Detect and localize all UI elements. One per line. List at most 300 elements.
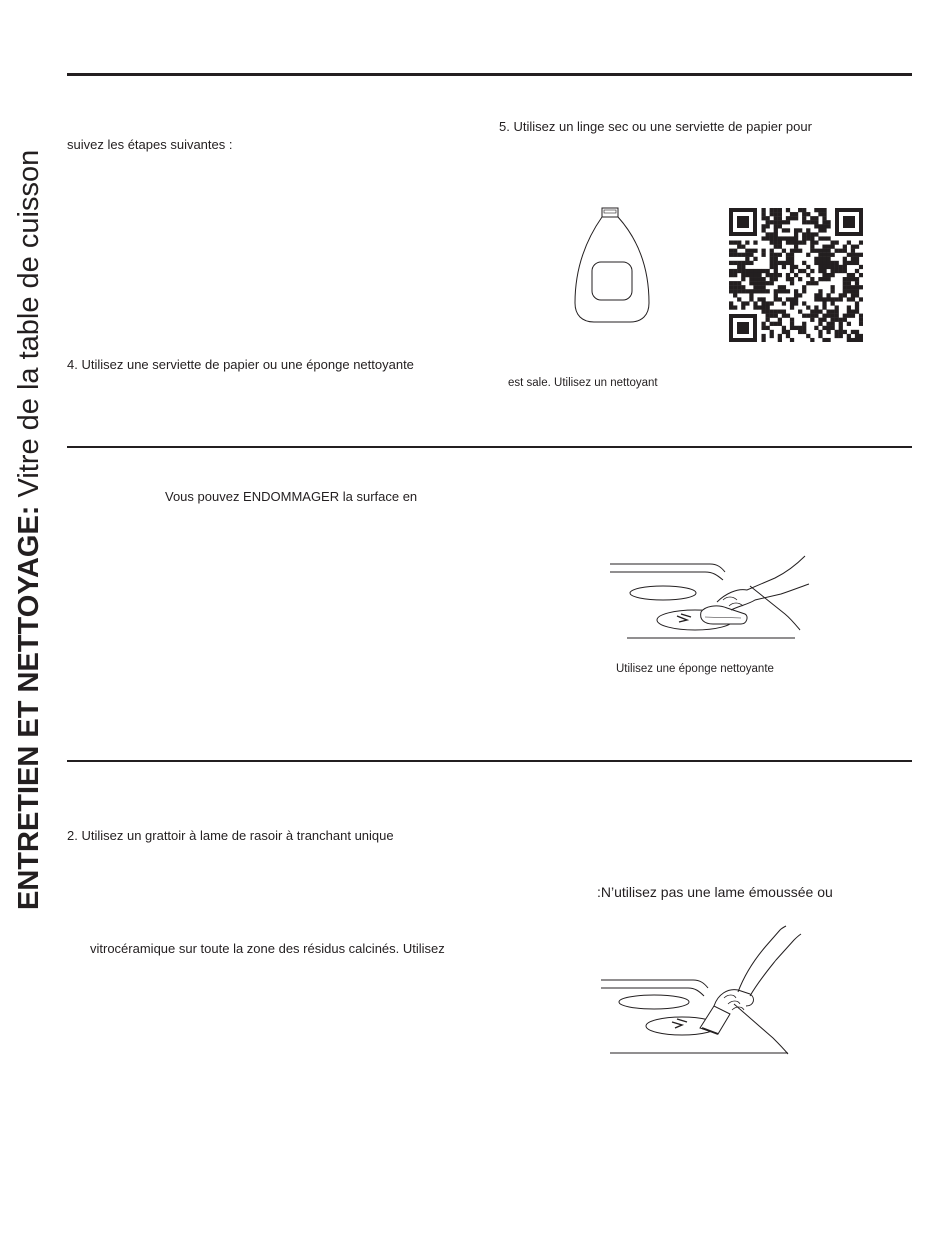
- qr-module: [786, 330, 790, 334]
- qr-module: [818, 293, 822, 297]
- qr-module: [733, 293, 737, 297]
- qr-module: [770, 240, 774, 244]
- qr-module: [806, 305, 810, 309]
- qr-module: [790, 305, 794, 309]
- qr-module: [770, 334, 774, 338]
- qr-module: [847, 277, 851, 281]
- qr-module: [766, 301, 770, 305]
- qr-module: [794, 297, 798, 301]
- qr-module: [831, 289, 835, 293]
- qr-module: [770, 277, 774, 281]
- qr-module: [733, 289, 737, 293]
- qr-module: [790, 338, 794, 342]
- qr-module: [786, 216, 790, 220]
- qr-module: [753, 240, 757, 244]
- qr-module: [835, 265, 839, 269]
- qr-module: [766, 216, 770, 220]
- qr-module: [733, 253, 737, 257]
- qr-module: [745, 301, 749, 305]
- qr-module: [774, 224, 778, 228]
- qr-module: [822, 245, 826, 249]
- qr-module: [843, 245, 847, 249]
- qr-module: [733, 240, 737, 244]
- qr-module: [810, 269, 814, 273]
- qr-module: [790, 322, 794, 326]
- qr-module: [774, 253, 778, 257]
- qr-module: [818, 228, 822, 232]
- qr-module: [839, 334, 843, 338]
- qr-module: [749, 261, 753, 265]
- step5-text: 5. Utilisez un linge sec ou une serviette de papier pour: [499, 119, 812, 134]
- qr-module: [802, 236, 806, 240]
- qr-module: [810, 281, 814, 285]
- qr-module: [814, 310, 818, 314]
- qr-module: [843, 293, 847, 297]
- qr-module: [814, 297, 818, 301]
- qr-module: [859, 297, 863, 301]
- qr-module: [761, 334, 765, 338]
- qr-module: [778, 212, 782, 216]
- qr-module: [790, 249, 794, 253]
- qr-module: [741, 301, 745, 305]
- qr-module: [831, 245, 835, 249]
- qr-module: [770, 236, 774, 240]
- qr-module: [749, 297, 753, 301]
- qr-module: [737, 297, 741, 301]
- qr-module: [753, 281, 757, 285]
- qr-module: [814, 224, 818, 228]
- qr-module: [782, 326, 786, 330]
- qr-module: [818, 253, 822, 257]
- qr-module: [774, 273, 778, 277]
- qr-module: [802, 322, 806, 326]
- qr-module: [847, 338, 851, 342]
- qr-module: [814, 257, 818, 261]
- qr-module: [835, 318, 839, 322]
- qr-module: [818, 212, 822, 216]
- qr-module: [843, 281, 847, 285]
- qr-module: [851, 297, 855, 301]
- qr-module: [761, 305, 765, 309]
- qr-module: [847, 334, 851, 338]
- qr-module: [818, 249, 822, 253]
- qr-module: [826, 265, 830, 269]
- qr-module: [774, 236, 778, 240]
- qr-module: [822, 253, 826, 257]
- qr-module: [770, 322, 774, 326]
- qr-module: [822, 301, 826, 305]
- qr-module: [798, 326, 802, 330]
- qr-module: [859, 338, 863, 342]
- qr-module: [822, 318, 826, 322]
- qr-module: [774, 310, 778, 314]
- qr-module: [822, 212, 826, 216]
- qr-module: [818, 265, 822, 269]
- qr-module: [745, 257, 749, 261]
- qr-module: [761, 338, 765, 342]
- qr-module: [782, 261, 786, 265]
- qr-module: [847, 289, 851, 293]
- qr-module: [761, 289, 765, 293]
- qr-module: [822, 273, 826, 277]
- qr-module: [818, 297, 822, 301]
- sponge-cleaning-illustration: [605, 554, 810, 644]
- qr-module: [745, 289, 749, 293]
- qr-module: [794, 265, 798, 269]
- qr-module: [790, 326, 794, 330]
- qr-module: [774, 289, 778, 293]
- qr-module: [782, 220, 786, 224]
- qr-module: [778, 338, 782, 342]
- qr-module: [729, 249, 733, 253]
- qr-module: [826, 322, 830, 326]
- qr-module: [794, 240, 798, 244]
- qr-module: [753, 277, 757, 281]
- qr-module: [843, 277, 847, 281]
- qr-module: [806, 281, 810, 285]
- qr-module: [822, 208, 826, 212]
- qr-module: [810, 249, 814, 253]
- qr-module: [859, 285, 863, 289]
- qr-module: [802, 326, 806, 330]
- qr-module: [794, 293, 798, 297]
- qr-module: [847, 322, 851, 326]
- qr-module: [847, 310, 851, 314]
- qr-module: [745, 240, 749, 244]
- qr-module: [770, 281, 774, 285]
- qr-module: [729, 289, 733, 293]
- qr-module: [818, 277, 822, 281]
- qr-module: [749, 293, 753, 297]
- qr-module: [761, 310, 765, 314]
- qr-module: [774, 216, 778, 220]
- qr-module: [843, 249, 847, 253]
- qr-module: [774, 232, 778, 236]
- qr-module: [855, 257, 859, 261]
- qr-note-text: est sale. Utilisez un nettoyant: [508, 377, 658, 389]
- qr-module: [851, 253, 855, 257]
- qr-module: [778, 297, 782, 301]
- qr-module: [826, 310, 830, 314]
- qr-module: [753, 257, 757, 261]
- qr-module: [729, 281, 733, 285]
- qr-module: [855, 269, 859, 273]
- qr-module: [831, 253, 835, 257]
- qr-module: [794, 212, 798, 216]
- qr-module: [761, 236, 765, 240]
- qr-module: [766, 236, 770, 240]
- qr-module: [790, 261, 794, 265]
- qr-module: [753, 273, 757, 277]
- qr-module: [766, 269, 770, 273]
- qr-module: [766, 273, 770, 277]
- qr-module: [774, 269, 778, 273]
- qr-module: [770, 249, 774, 253]
- qr-module: [774, 265, 778, 269]
- qr-module: [851, 277, 855, 281]
- qr-module: [737, 269, 741, 273]
- qr-module: [835, 261, 839, 265]
- qr-module: [786, 289, 790, 293]
- qr-module: [749, 281, 753, 285]
- qr-module: [835, 249, 839, 253]
- qr-module: [770, 212, 774, 216]
- qr-module: [737, 261, 741, 265]
- qr-module: [806, 265, 810, 269]
- qr-module: [729, 273, 733, 277]
- qr-module: [818, 269, 822, 273]
- qr-module: [810, 318, 814, 322]
- qr-module: [745, 269, 749, 273]
- qr-module: [802, 212, 806, 216]
- qr-module: [774, 208, 778, 212]
- qr-module: [749, 277, 753, 281]
- top-rule: [67, 73, 912, 76]
- qr-module: [733, 269, 737, 273]
- qr-module: [757, 277, 761, 281]
- qr-module: [839, 265, 843, 269]
- qr-module: [790, 301, 794, 305]
- qr-module: [826, 277, 830, 281]
- qr-module: [855, 301, 859, 305]
- qr-module: [859, 265, 863, 269]
- qr-module: [810, 220, 814, 224]
- qr-module: [847, 314, 851, 318]
- qr-module: [855, 253, 859, 257]
- qr-module: [766, 326, 770, 330]
- qr-module: [761, 249, 765, 253]
- qr-module: [851, 289, 855, 293]
- qr-module: [822, 220, 826, 224]
- qr-module: [822, 224, 826, 228]
- qr-module: [753, 269, 757, 273]
- qr-module: [839, 330, 843, 334]
- qr-module: [814, 314, 818, 318]
- qr-module: [847, 281, 851, 285]
- qr-module: [745, 253, 749, 257]
- qr-module: [745, 261, 749, 265]
- qr-module: [737, 285, 741, 289]
- qr-module: [790, 318, 794, 322]
- qr-module: [786, 240, 790, 244]
- qr-module: [786, 257, 790, 261]
- qr-module: [826, 253, 830, 257]
- qr-module: [778, 240, 782, 244]
- qr-module: [737, 253, 741, 257]
- qr-module: [786, 273, 790, 277]
- qr-module: [810, 216, 814, 220]
- qr-module: [766, 310, 770, 314]
- qr-module: [761, 224, 765, 228]
- qr-module: [786, 253, 790, 257]
- qr-module: [855, 338, 859, 342]
- qr-module: [806, 232, 810, 236]
- qr-module: [741, 253, 745, 257]
- qr-module: [774, 212, 778, 216]
- qr-module: [843, 330, 847, 334]
- qr-module: [810, 314, 814, 318]
- qr-module: [802, 232, 806, 236]
- qr-module: [770, 232, 774, 236]
- qr-module: [826, 273, 830, 277]
- qr-module: [859, 273, 863, 277]
- qr-module: [839, 318, 843, 322]
- qr-module: [818, 257, 822, 261]
- qr-module: [818, 334, 822, 338]
- qr-module: [822, 228, 826, 232]
- section3-rule: [67, 760, 912, 762]
- qr-module: [818, 236, 822, 240]
- qr-module: [802, 314, 806, 318]
- qr-module: [835, 240, 839, 244]
- qr-module: [814, 216, 818, 220]
- qr-module: [782, 314, 786, 318]
- qr-module: [851, 310, 855, 314]
- qr-module: [839, 293, 843, 297]
- qr-module: [806, 273, 810, 277]
- qr-module: [855, 310, 859, 314]
- qr-module: [822, 277, 826, 281]
- qr-module: [745, 249, 749, 253]
- qr-module: [778, 236, 782, 240]
- qr-module: [814, 293, 818, 297]
- qr-module: [826, 236, 830, 240]
- qr-module: [814, 261, 818, 265]
- qr-module: [851, 245, 855, 249]
- qr-module: [855, 261, 859, 265]
- qr-module: [810, 236, 814, 240]
- qr-module: [749, 249, 753, 253]
- qr-module: [790, 240, 794, 244]
- qr-module: [859, 318, 863, 322]
- qr-module: [851, 293, 855, 297]
- qr-module: [786, 208, 790, 212]
- qr-module: [770, 220, 774, 224]
- qr-module: [761, 326, 765, 330]
- qr-module: [757, 297, 761, 301]
- qr-module: [729, 305, 733, 309]
- qr-module: [839, 249, 843, 253]
- qr-module: [806, 212, 810, 216]
- qr-module: [770, 253, 774, 257]
- qr-module: [798, 249, 802, 253]
- qr-module: [761, 322, 765, 326]
- qr-module: [822, 257, 826, 261]
- qr-module: [851, 273, 855, 277]
- qr-module: [794, 289, 798, 293]
- qr-module: [794, 232, 798, 236]
- qr-module: [766, 281, 770, 285]
- qr-module: [778, 253, 782, 257]
- qr-module: [733, 249, 737, 253]
- qr-module: [774, 261, 778, 265]
- qr-module: [818, 261, 822, 265]
- qr-module: [770, 310, 774, 314]
- qr-module: [798, 330, 802, 334]
- qr-module: [835, 297, 839, 301]
- qr-module: [851, 314, 855, 318]
- qr-module: [761, 228, 765, 232]
- qr-module: [831, 265, 835, 269]
- qr-module: [741, 285, 745, 289]
- qr-module: [778, 310, 782, 314]
- qr-module: [761, 297, 765, 301]
- qr-module: [798, 269, 802, 273]
- qr-module: [826, 249, 830, 253]
- qr-module: [729, 301, 733, 305]
- qr-module: [814, 326, 818, 330]
- qr-module: [831, 269, 835, 273]
- damage-warning-text: Vous pouvez ENDOMMAGER la surface en: [165, 489, 418, 504]
- qr-module: [774, 277, 778, 281]
- qr-module: [753, 285, 757, 289]
- qr-module: [843, 314, 847, 318]
- qr-module: [741, 289, 745, 293]
- qr-module: [822, 269, 826, 273]
- qr-module: [766, 232, 770, 236]
- qr-module: [831, 240, 835, 244]
- qr-module: [794, 273, 798, 277]
- qr-module: [741, 245, 745, 249]
- qr-code: [729, 208, 863, 342]
- qr-module: [753, 305, 757, 309]
- qr-module: [806, 228, 810, 232]
- qr-module: [794, 301, 798, 305]
- qr-module: [810, 310, 814, 314]
- qr-module: [814, 208, 818, 212]
- qr-module: [729, 269, 733, 273]
- qr-module: [749, 273, 753, 277]
- qr-module: [806, 220, 810, 224]
- qr-module: [766, 289, 770, 293]
- qr-module: [757, 273, 761, 277]
- qr-module: [761, 269, 765, 273]
- qr-module: [761, 301, 765, 305]
- qr-module: [855, 293, 859, 297]
- qr-module: [794, 236, 798, 240]
- qr-module: [826, 220, 830, 224]
- qr-module: [855, 305, 859, 309]
- qr-module: [835, 330, 839, 334]
- qr-module: [855, 281, 859, 285]
- qr-module: [859, 253, 863, 257]
- qr-module: [847, 253, 851, 257]
- qr-module: [826, 245, 830, 249]
- qr-module: [847, 240, 851, 244]
- qr-module: [770, 301, 774, 305]
- qr-module: [782, 228, 786, 232]
- qr-module: [749, 289, 753, 293]
- qr-module: [851, 261, 855, 265]
- qr-module: [770, 257, 774, 261]
- qr-module: [790, 297, 794, 301]
- qr-module: [761, 212, 765, 216]
- qr-module: [790, 253, 794, 257]
- qr-module: [794, 228, 798, 232]
- qr-module: [737, 289, 741, 293]
- qr-module: [786, 334, 790, 338]
- qr-module: [790, 257, 794, 261]
- qr-module: [839, 297, 843, 301]
- qr-module: [855, 277, 859, 281]
- qr-module: [741, 261, 745, 265]
- qr-module: [831, 285, 835, 289]
- qr-module: [822, 216, 826, 220]
- qr-module: [851, 330, 855, 334]
- qr-module: [786, 236, 790, 240]
- qr-module: [810, 277, 814, 281]
- qr-module: [733, 285, 737, 289]
